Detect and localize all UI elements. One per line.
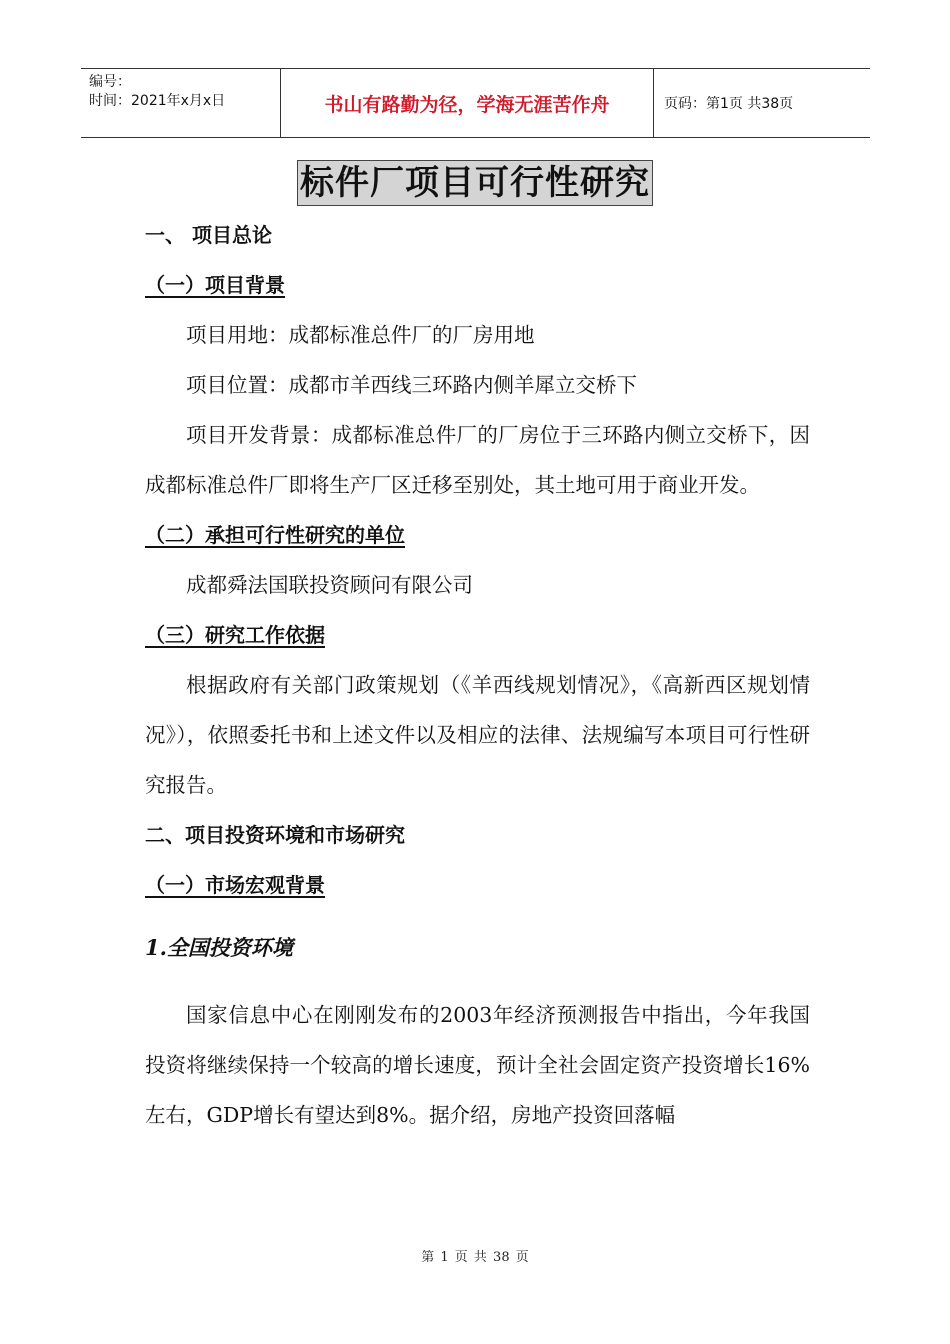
section-2-1-heading: [145, 860, 810, 910]
section-2-heading: 二、项目投资环境和市场研究: [145, 823, 405, 847]
motto-text: 书山有路勤为径，学海无涯苦作舟: [324, 93, 610, 116]
page-footer: [0, 1246, 950, 1265]
section-1-1-heading: [145, 260, 810, 310]
footer-page-number: 第 1 页 共 38 页: [421, 1250, 529, 1265]
section-1-2-heading-text: （二）承担可行性研究的单位: [145, 523, 405, 547]
section-1-heading: 一、 项目总论: [145, 223, 272, 247]
document-title: 标件厂项目可行性研究: [297, 160, 653, 206]
paragraph-research-unit: 成都舜法国联投资顾问有限公司: [186, 573, 473, 597]
header-motto-cell: [281, 69, 654, 137]
paragraph-land-use: 项目用地：成都标准总件厂的厂房用地: [186, 323, 535, 347]
header-page-cell: [654, 69, 870, 137]
paragraph-national-investment: 国家信息中心在刚刚发布的2003年经济预测报告中指出，今年我国投资将继续保持一个较高的增长速度，预计全社会固定资产投资增长16%左右，GDP增长有望达到8%。据介绍，房地产投资回落幅: [145, 1003, 810, 1127]
document-title-wrap: [0, 160, 950, 206]
header-table: [81, 68, 870, 138]
number-label: 编号：: [89, 74, 131, 90]
section-1-2-heading: [145, 510, 810, 560]
section-2-1-1-heading: 1.全国投资环境: [145, 935, 293, 960]
section-1-1-heading-text: （一）项目背景: [145, 273, 285, 297]
header-meta-cell: [81, 69, 281, 137]
time-label: 时间：2021年x月x日: [89, 93, 226, 109]
section-1-3-heading: [145, 610, 810, 660]
page-info: 页码：第1页 共38页: [664, 96, 794, 112]
section-2-1-heading-text: （一）市场宏观背景: [145, 873, 325, 897]
paragraph-basis: 根据政府有关部门政策规划（《羊西线规划情况》，《高新西区规划情况》），依照委托书和上述文件以及相应的法律、法规编写本项目可行性研究报告。: [145, 673, 810, 797]
document-body: [145, 210, 810, 1140]
section-1-3-heading-text: （三）研究工作依据: [145, 623, 325, 647]
paragraph-location: 项目位置：成都市羊西线三环路内侧羊犀立交桥下: [186, 373, 637, 397]
paragraph-background: 项目开发背景：成都标准总件厂的厂房位于三环路内侧立交桥下，因成都标准总件厂即将生产厂区迁移至别处，其土地可用于商业开发。: [145, 423, 810, 497]
